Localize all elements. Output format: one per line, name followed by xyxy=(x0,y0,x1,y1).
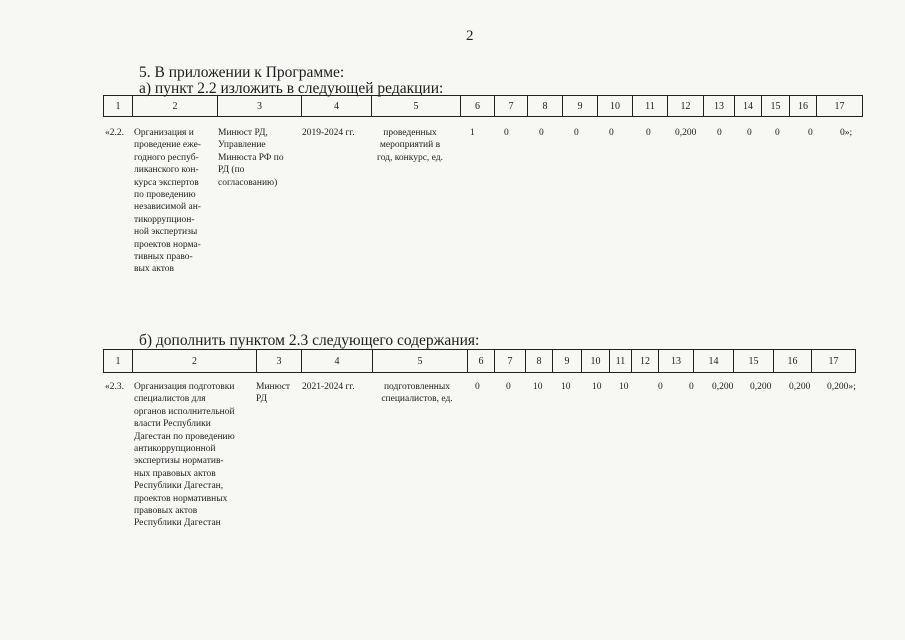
row-b-name-line: Республики Дагестан, xyxy=(134,481,224,492)
row-b-name-line: Дагестан по проведению xyxy=(134,431,235,442)
row-a-value: 0 xyxy=(747,128,752,138)
row-a-indicator-line: проведенных xyxy=(383,128,437,138)
row-a-value: 0 xyxy=(775,128,780,138)
row-a-name-line: годного респуб- xyxy=(134,152,199,163)
row-b-executor-line: РД xyxy=(256,394,268,405)
table-b-col-16: 16 xyxy=(774,350,812,372)
table-b-col-9: 9 xyxy=(553,350,582,372)
row-a-value: 0 xyxy=(504,128,509,138)
row-a-value: 0 xyxy=(609,128,614,138)
row-b-executor xyxy=(256,381,300,406)
table-b-header xyxy=(103,349,856,373)
table-a-col-3: 3 xyxy=(218,96,302,116)
row-a-name-line: тивных право- xyxy=(134,252,193,263)
table-a-col-13: 13 xyxy=(704,96,735,116)
table-a-header xyxy=(103,95,863,117)
row-b-value: 0,200 xyxy=(750,382,772,392)
row-b-executor-line: Минюст xyxy=(256,382,291,392)
row-b-name-line: экспертизы норматив- xyxy=(134,456,224,467)
table-a-col-4: 4 xyxy=(302,96,372,116)
table-a-col-15: 15 xyxy=(762,96,790,116)
row-b-name-line: правовых актов xyxy=(134,506,198,517)
table-a-col-8: 8 xyxy=(528,96,563,116)
row-a-name-line: ликанского кон- xyxy=(134,165,199,176)
row-b-name-line: органов исполнительной xyxy=(134,406,235,417)
row-b-value: 0 xyxy=(658,382,663,392)
table-a-col-14: 14 xyxy=(735,96,762,116)
row-a-executor xyxy=(218,127,300,189)
table-a-col-7: 7 xyxy=(495,96,528,116)
table-b-col-11: 11 xyxy=(610,350,632,372)
row-a-indicator-line: год, конкурс, ед. xyxy=(377,152,443,163)
row-b-indicator-line: специалистов, ед. xyxy=(381,394,453,405)
row-a-name-line: ной экспертизы xyxy=(134,227,198,238)
row-b-name-line: проектов нормативных xyxy=(134,493,228,504)
row-b-value: 0 xyxy=(506,382,511,392)
table-a-col-1: 1 xyxy=(104,96,133,116)
row-b-number: «2.3. xyxy=(105,382,124,392)
row-a-indicator xyxy=(369,127,451,164)
table-b-col-2: 2 xyxy=(133,350,257,372)
row-b-value: 0,200 xyxy=(789,382,811,392)
row-a-name xyxy=(134,127,215,276)
row-a-indicator-line: мероприятий в xyxy=(379,140,441,151)
row-a-name-line: проектов норма- xyxy=(134,239,201,250)
row-a-executor-line: Минюст РД, xyxy=(218,128,268,138)
row-b-value: 10 xyxy=(533,382,543,392)
row-a-value: 0 xyxy=(574,128,579,138)
row-b-value: 10 xyxy=(592,382,602,392)
row-b-value: 0 xyxy=(475,382,480,392)
table-b-col-3: 3 xyxy=(257,350,302,372)
row-b-name xyxy=(134,381,252,530)
row-b-name-line: антикоррупционной xyxy=(134,444,216,455)
table-b-col-13: 13 xyxy=(659,350,694,372)
table-b-col-8: 8 xyxy=(526,350,553,372)
row-a-value: 0,200 xyxy=(675,128,697,138)
row-b-name-line: Организация подготовки xyxy=(134,382,235,392)
table-b-col-4: 4 xyxy=(302,350,373,372)
table-b-col-14: 14 xyxy=(694,350,734,372)
table-b-col-6: 6 xyxy=(468,350,495,372)
row-a-value: 0 xyxy=(717,128,722,138)
row-a-executor-line: Управление xyxy=(218,140,266,151)
row-b-name-line: Республики Дагестан xyxy=(134,518,221,529)
row-b-years: 2021-2024 гг. xyxy=(302,382,355,392)
row-a-value: 0 xyxy=(539,128,544,138)
row-b-indicator xyxy=(369,381,465,406)
row-a-name-line: вых актов xyxy=(134,264,174,275)
row-b-name-line: специалистов для xyxy=(134,394,206,405)
table-a-col-9: 9 xyxy=(563,96,598,116)
page-number: 2 xyxy=(466,28,474,44)
row-a-value: 0 xyxy=(646,128,651,138)
row-b-value: 0 xyxy=(689,382,694,392)
section-heading: 5. В приложении к Программе: xyxy=(139,64,345,81)
row-a-name-line: независимой ан- xyxy=(134,202,201,213)
row-b-value: 0,200 xyxy=(712,382,734,392)
table-a-col-6: 6 xyxy=(461,96,495,116)
row-a-name-line: проведение еже- xyxy=(134,140,201,151)
table-a-col-2: 2 xyxy=(133,96,218,116)
row-a-name-line: курса экспертов xyxy=(134,177,199,188)
table-b-col-7: 7 xyxy=(495,350,526,372)
row-b-indicator-line: подготовленных xyxy=(383,382,451,392)
table-b-col-5: 5 xyxy=(373,350,468,372)
sub-a-heading: а) пункт 2.2 изложить в следующей редакции: xyxy=(139,80,444,97)
row-b-value: 0,200»; xyxy=(827,382,856,392)
table-a-col-11: 11 xyxy=(633,96,668,116)
row-a-name-line: по проведению xyxy=(134,190,196,201)
row-a-executor-line: согласованию) xyxy=(218,177,278,188)
row-a-number: «2.2. xyxy=(105,128,124,138)
row-a-value: 1 xyxy=(470,128,475,138)
row-b-name-line: власти Республики xyxy=(134,419,211,430)
table-b-col-12: 12 xyxy=(632,350,659,372)
row-a-name-line: тикоррупцион- xyxy=(134,214,195,225)
row-a-years: 2019-2024 гг. xyxy=(302,128,355,138)
row-a-name-line: Организация и xyxy=(134,128,194,138)
table-b-col-17: 17 xyxy=(812,350,856,372)
table-a-col-5: 5 xyxy=(372,96,461,116)
row-b-value: 10 xyxy=(561,382,571,392)
row-a-value: 0 xyxy=(808,128,813,138)
table-b-col-15: 15 xyxy=(734,350,774,372)
row-a-value: 0»; xyxy=(840,128,853,138)
row-b-value: 10 xyxy=(619,382,629,392)
table-a-col-16: 16 xyxy=(790,96,817,116)
row-b-name-line: ных правовых актов xyxy=(134,468,216,479)
table-b-col-1: 1 xyxy=(104,350,133,372)
table-a-col-17: 17 xyxy=(817,96,863,116)
sub-b-heading: б) дополнить пунктом 2.3 следующего содержания: xyxy=(139,332,480,349)
row-a-executor-line: РД (по xyxy=(218,165,245,176)
table-a-col-10: 10 xyxy=(598,96,633,116)
table-a-col-12: 12 xyxy=(668,96,704,116)
row-a-executor-line: Минюста РФ по xyxy=(218,152,284,163)
table-b-col-10: 10 xyxy=(582,350,610,372)
